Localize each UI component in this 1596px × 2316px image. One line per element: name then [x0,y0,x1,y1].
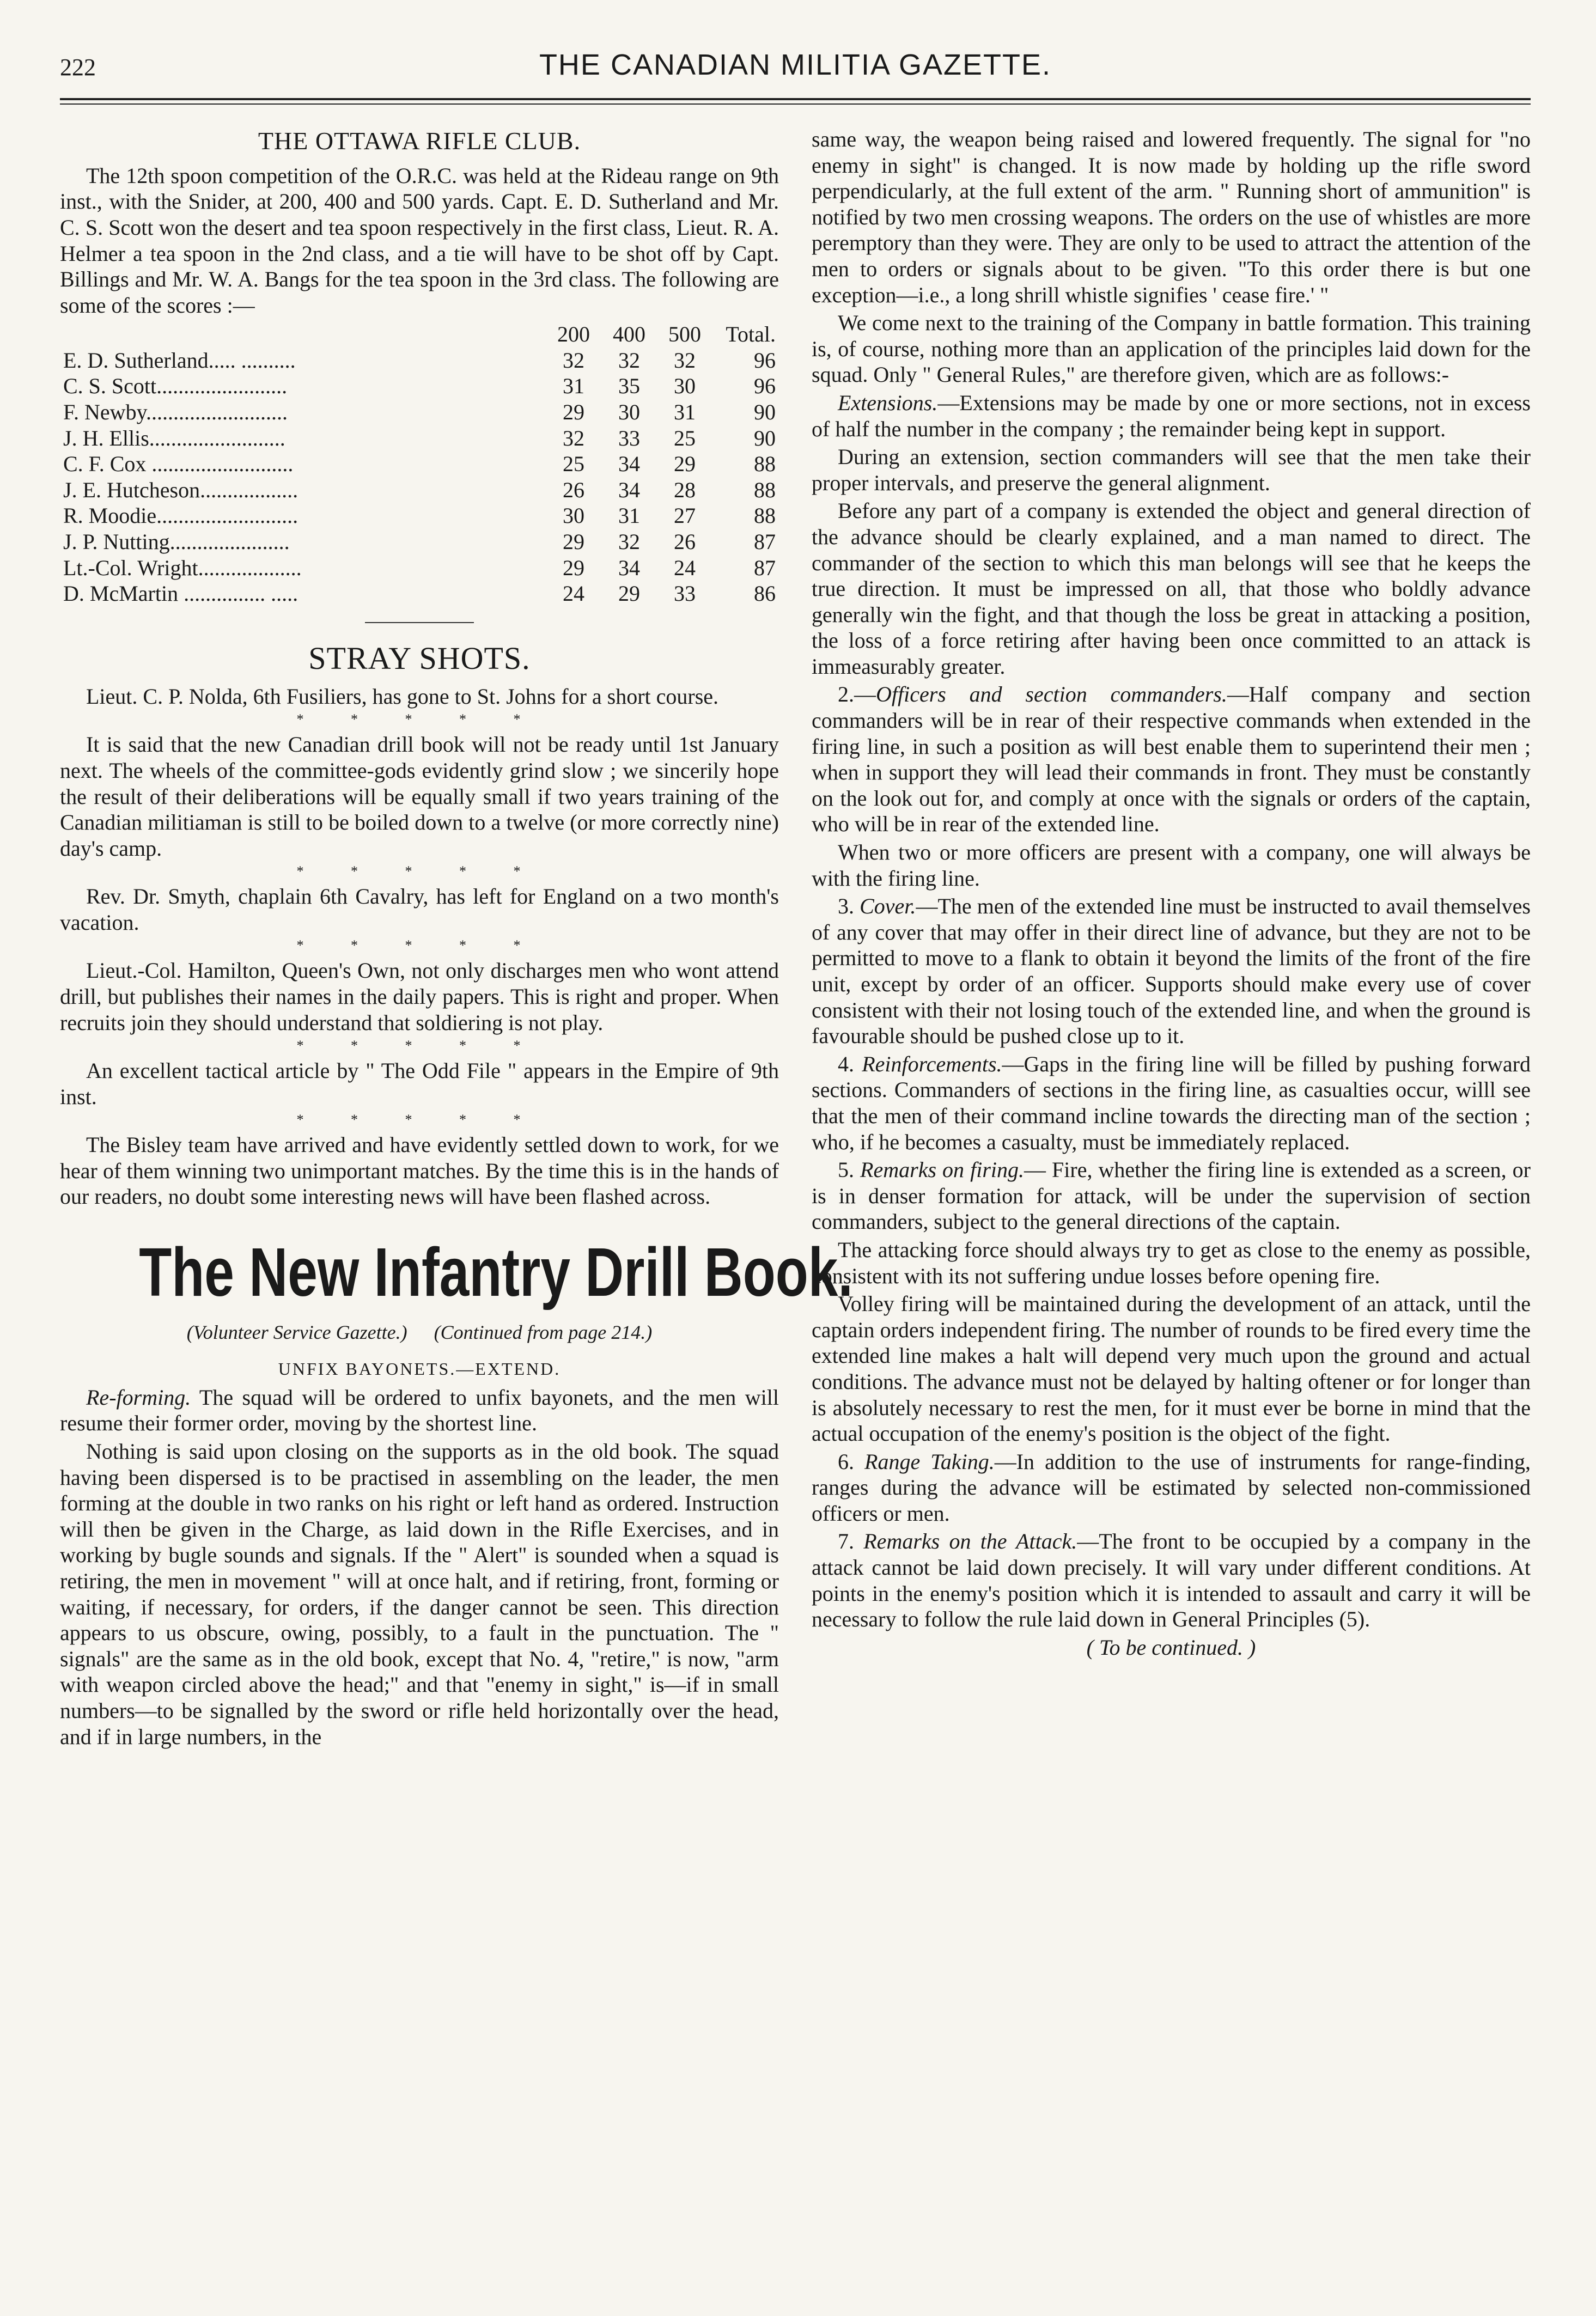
attack-text: —The front to be occupied by a company in the attack cannot be laid down precisely. It will vary under different conditions. At points in the enemy's position which it is intended to assault and carry it will be necessary to follow the rule laid down in General Principles (5). [812,1529,1531,1632]
score-total: 88 [754,503,776,528]
left-column [60,126,853,1752]
orc-intro: The 12th spoon competition of the O.R.C. was held at the Rideau range on 9th inst., with the Snider, at 200, 400 and 500 yards. Capt. E. D. Sutherland and Mr. C. S. Scott won the desert and tea spoon respectively in the first class, Lieut. R. A. Helmer a tea spoon in the 2nd class, and a tie will have to be shot off by Capt. Billings and Mr. W. A. Bangs for the tea spoon in the 3rd class. The following are some of the scores :— [60,163,779,318]
score-name: Lt.-Col. Wright................... [63,555,302,580]
section-divider [365,622,474,623]
stars-separator: * * * * * [296,1112,543,1128]
score-name: C. S. Scott........................ [63,374,288,399]
score-name: J. P. Nutting...................... [63,529,290,554]
score-row [60,555,779,581]
score-500: 25 [674,425,696,450]
before-paragraph: Before any part of a company is extended the object and general direction of the advance should be clearly explained, and a man named to direct. The commander of the section to which this man belongs will see that he keeps the true direction. It must be impressed on all, that those who boldly advance generally win the fight, and that though the loss be great in attacking a position, the loss of a force retiring after having been once committed to an attack is immeasurably greater. [812,498,1531,679]
score-200: 24 [563,581,584,606]
extensions-paragraph [812,390,1531,442]
score-row [60,477,779,503]
drill-book-title: The New Infantry Drill Book. [139,1234,853,1311]
officers-text: —Half company and section commanders will be in rear of their respective commands when extended in the firing line, in such a position as will best enable them to superintend their men ; when in support they will lead their commands in front. They must be constantly on the look out for, and comply at once with the signals or orders of the captain, who will be in rear of the extended line. [812,682,1531,837]
drill-continued-from: (Continued from page 214.) [434,1321,653,1343]
training-paragraph: We come next to the training of the Company in battle formation. This training is, of course, nothing more than an application of the principles laid down for the squad. Only " General Rules," are therefore given, which are as follows:- [812,310,1531,387]
score-200: 32 [563,425,584,450]
orc-heading: THE OTTAWA RIFLE CLUB. [258,127,581,155]
score-total: 90 [754,400,776,425]
reinforcements-text: —Gaps in the firing line will be filled by pushing forward sections. Commanders of sections in the firing line, as casualties occur, willl see that the men of their command incline towards the directing man of the section ; who, if he becomes a casualty, must be immediately replaced. [812,1051,1531,1154]
stray-item-1: Lieut. C. P. Nolda, 6th Fusiliers, has gone to St. Johns for a short course. [86,684,719,709]
scores-name-header [60,321,546,348]
score-500: 32 [674,348,696,373]
stars-separator: * * * * * [296,1038,543,1054]
score-500: 30 [674,374,696,399]
score-total: 96 [754,374,776,399]
score-name: E. D. Sutherland..... .......... [63,348,296,373]
score-400: 34 [618,555,640,580]
score-400: 34 [618,477,640,502]
score-500: 24 [674,555,696,580]
drill-subhead: UNFIX BAYONETS.—EXTEND. [278,1358,561,1379]
stray-item-3: Rev. Dr. Smyth, chaplain 6th Cavalry, has left for England on a two month's vacation. [60,884,779,935]
attacking-paragraph: The attacking force should always try to get as close to the enemy as possible, consistent with its not suffering undue losses before opening fire. [812,1237,1531,1288]
score-row [60,581,779,607]
stray-item-6: The Bisley team have arrived and have evidently settled down to work, for we hear of them winning two unimportant matches. By the time this is in the hands of our readers, no doubt some interesting news will have been flashed across. [60,1132,779,1209]
score-row [60,529,779,555]
score-200: 25 [563,452,584,477]
score-500: 27 [674,503,696,528]
attack-paragraph [812,1528,1531,1632]
cover-text: —The men of the extended line must be instructed to avail themselves of any cover that may offer in their direct line of advance, but they are not to be permitted to move to a flank to obtain it beyond the limits of the front of the fire unit, except by order of an officer. Supports should make every use of cover consistent with their not losing touch of the extended line, and when the ground is favourable should be pushed close up to it. [812,894,1531,1049]
score-total: 88 [754,477,776,502]
stars-separator: * * * * * [296,863,543,880]
reforming-label: Re-forming. [86,1385,191,1410]
remarks-firing-number: 5. [838,1157,861,1183]
attack-label: Remarks on the Attack. [863,1529,1077,1554]
range-paragraph [812,1449,1531,1527]
score-500: 29 [674,452,696,477]
drill-source: (Volunteer Service Gazette.) [186,1321,407,1343]
cover-number: 3. [838,894,860,919]
page-number: 222 [60,54,96,81]
stray-item-5: An excellent tactical article by " The Odd File " appears in the Empire of 9th inst. [60,1058,779,1109]
scores-col-200: 200 [557,322,590,347]
score-500: 31 [674,400,696,425]
extensions-text: —Extensions may be made by one or more sections, not in excess of half the number in the company ; the remainder being kept in support. [812,390,1531,441]
score-total: 86 [754,581,776,606]
during-paragraph: During an extension, section commanders will see that the men take their proper intervals, and preserve the general alignment. [812,444,1531,495]
score-400: 33 [618,425,640,450]
attack-number: 7. [838,1529,864,1554]
header-rule-thin [60,103,1531,105]
right-column [812,126,1531,1752]
score-row [60,348,779,374]
score-500: 33 [674,581,696,606]
reinforcements-paragraph [812,1051,1531,1155]
score-total: 90 [754,425,776,450]
sameway-paragraph: same way, the weapon being raised and lowered frequently. The signal for "no enemy in sight" is changed. It is now made by holding up the rifle sword perpendicularly, at the full extent of the arm. " Running short of ammunition" is notified by two men crossing weapons. The orders on the use of whistles are more peremptory than they were. They are only to be used to attract the attention of the men to orders or signals about to be given. "To this order there is but one exception—i.e., a long shrill whistle signifies ' cease fire.' " [812,127,1531,307]
score-row [60,373,779,399]
score-total: 88 [754,452,776,477]
officers-label: Officers and section commanders. [876,682,1227,707]
range-text: —In addition to the use of instruments for range-finding, ranges during the advance will be estimated by selected non-commissioned officers or men. [812,1449,1531,1526]
officers-paragraph [812,681,1531,837]
score-200: 32 [563,348,584,373]
score-400: 32 [618,348,640,373]
score-400: 30 [618,400,640,425]
score-name: D. McMartin ............... ..... [63,581,299,606]
header-rule [60,98,1531,100]
scores-col-500: 500 [668,322,701,347]
score-200: 29 [563,400,584,425]
to-be-continued: ( To be continued. ) [1086,1635,1256,1660]
stray-item-2: It is said that the new Canadian drill book will not be ready until 1st January next. The wheels of the committee-gods evidently grind slow ; we sincerily hope the result of their deliberations will be equally small if two years training of the Canadian militiaman is still to be boiled down to a twelve (or more correctly nine) day's camp. [60,732,779,861]
score-200: 26 [563,477,584,502]
stray-shots-heading: STRAY SHOTS. [308,640,531,676]
drill-citation [60,1321,779,1344]
range-label: Range Taking. [864,1449,995,1474]
scores-header-row [60,321,779,348]
score-200: 29 [563,555,584,580]
score-200: 30 [563,503,584,528]
when-paragraph: When two or more officers are present with a company, one will always be with the firing line. [812,840,1531,891]
remarks-firing-paragraph [812,1157,1531,1235]
score-500: 26 [674,529,696,554]
reinforcements-label: Reinforcements. [862,1051,1002,1076]
score-400: 35 [618,374,640,399]
masthead [60,38,1531,93]
score-400: 34 [618,452,640,477]
score-total: 96 [754,348,776,373]
score-name: C. F. Cox .......................... [63,452,294,477]
range-number: 6. [838,1449,865,1474]
cover-paragraph [812,893,1531,1049]
columns [60,126,1531,1752]
score-400: 31 [618,503,640,528]
score-400: 32 [618,529,640,554]
score-500: 28 [674,477,696,502]
extensions-label: Extensions. [838,390,938,415]
scores-body [60,348,779,607]
scores-table [60,321,779,607]
score-200: 31 [563,374,584,399]
reforming-paragraph [60,1385,779,1436]
score-total: 87 [754,529,776,554]
score-name: F. Newby.......................... [63,400,288,425]
stars-separator: * * * * * [296,711,543,728]
reinforcements-number: 4. [838,1051,862,1076]
volley-paragraph: Volley firing will be maintained during the development of an attack, until the captain orders independent firing. The number of rounds to be fired every time the extended line makes a halt will depend very much upon the ground and actual conditions. The advance must not be delayed by halting oftener or for longer than is absolutely necessary to rest the men, for it must ever be borne in mind that the actual occupation of the enemy's position is the object of the fight. [812,1291,1531,1446]
score-name: J. H. Ellis......................... [63,425,285,450]
score-200: 29 [563,529,584,554]
cover-label: Cover. [860,894,916,919]
score-name: J. E. Hutcheson.................. [63,477,299,502]
reforming-text: The squad will be ordered to unfix bayonets, and the men will resume their former order, moving by the shortest line. [60,1385,779,1436]
publication-title: THE CANADIAN MILITIA GAZETTE. [539,48,1052,81]
score-row [60,425,779,452]
stray-item-4: Lieut.-Col. Hamilton, Queen's Own, not only discharges men who wont attend drill, but publishes their names in the daily papers. This is right and proper. When recruits join they should understand that soldiering is not play. [60,958,779,1035]
score-total: 87 [754,555,776,580]
score-row [60,451,779,477]
score-row [60,503,779,529]
score-400: 29 [618,581,640,606]
remarks-firing-text: — Fire, whether the firing line is extended as a screen, or is in denser formation for attack, will be under the supervision of section commanders, subject to the general directions of the captain. [812,1157,1531,1234]
scores-col-total: Total. [726,322,776,347]
nothing-paragraph: Nothing is said upon closing on the supports as in the old book. The squad having been dispersed is to be practised in assembling on the leader, the men forming at the double in two ranks on his right or left hand as ordered. Instruction will then be given in the Charge, as laid down in the Rifle Exercises, and in working by bugle sounds and signals. If the " Alert" is sounded when a squad is retiring, the men in movement " will at once halt, and if retiring, front, forming or waiting, if necessary, for orders, if the danger cannot be seen. This direction appears to us obscure, owing, possibly, to a fault in the punctuation. The " signals" are the same as in the old book, except that No. 4, "retire," is now, "arm with weapon circled above the head;" and that "enemy in sight," is—if in small numbers—to be signalled by the sword or rifle held horizontally over the head, and if in large numbers, in the [60,1439,779,1749]
remarks-firing-label: Remarks on firing. [860,1157,1024,1183]
scores-col-400: 400 [613,322,645,347]
stars-separator: * * * * * [296,937,543,954]
officers-number: 2.— [838,682,876,707]
score-row [60,399,779,425]
score-name: R. Moodie.......................... [63,503,299,528]
